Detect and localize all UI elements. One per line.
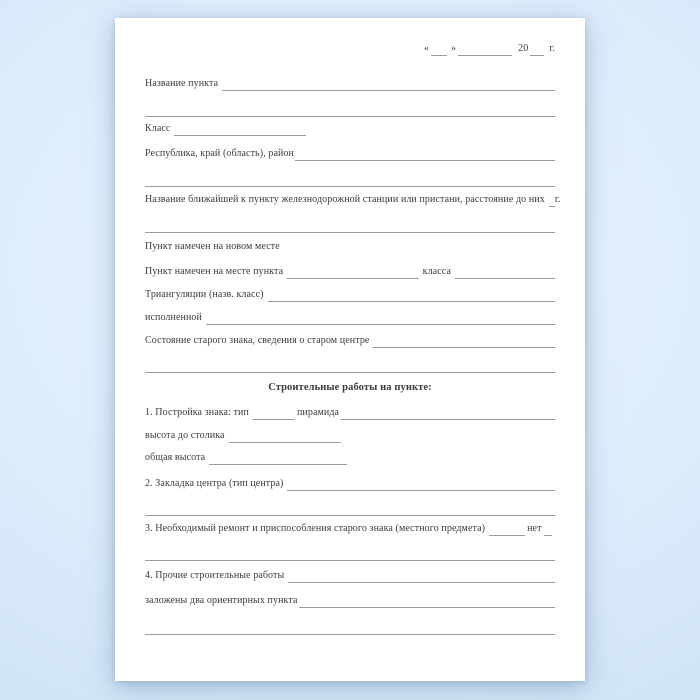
field-label: Пункт намечен на месте пункта [145,266,284,277]
field-mid-label: класса [422,266,451,277]
field-label: Пункт намечен на новом месте [145,241,280,252]
form-row-blank [145,172,555,187]
field-label: Триангуляции (назв. класс) [145,289,264,300]
form-row-old-sign [145,333,555,348]
date-year-suffix: г. [549,43,555,54]
blank-line [299,595,555,608]
blank-day [431,43,447,56]
form-row-blank [145,620,555,635]
form-row-same-place [145,264,555,279]
form-row-executed [145,310,555,325]
field-label: 2. Закладка центра (тип центра) [145,478,284,489]
field-label: Класс [145,123,171,134]
blank-line [229,430,341,443]
blank-line [174,123,306,136]
paper-form [115,18,585,681]
blank-line [253,407,295,420]
field-suffix: г. [554,194,561,205]
form-row-region [145,146,555,161]
blank-line [145,360,555,373]
form-row-sign-construction [145,405,555,420]
blank-line [373,335,555,348]
blank-line [295,148,555,161]
blank-month [458,43,512,56]
blank-line [544,523,552,536]
date-open-quote: « [423,43,429,54]
form-row-center-laying [145,476,555,491]
field-label: 3. Необходимый ремонт и приспособления старого знака (местного предмета) [145,523,486,534]
field-label: исполненной [145,312,202,323]
form-row-blank [145,218,555,233]
blank-line [288,570,555,583]
field-label: Республика, край (область), район [145,148,294,159]
field-label: Название ближайшей к пункту железнодорожной станции или пристани, расстояние до них [145,194,545,205]
form-row-blank [145,501,555,516]
blank-year [530,43,544,56]
field-value: нет [527,523,542,534]
form-row-point-name [145,76,555,91]
section-title [145,380,555,395]
blank-line [145,548,555,561]
blank-line [222,78,555,91]
blank-line [455,266,555,279]
field-label: Состояние старого знака, сведения о старом центре [145,335,370,346]
form-row-date [145,41,555,56]
field-value: пирамида [296,407,340,418]
form-row-class [145,121,555,136]
section-title-text: Строительные работы на пункте: [268,382,432,393]
form-row-orientation-points [145,593,555,608]
form-row-repair [145,521,555,536]
form-row-station [145,192,561,207]
blank-line [145,503,555,516]
date-century: 20 [518,43,529,54]
blank-line [145,174,555,187]
blank-line [206,312,555,325]
blank-line [145,622,555,635]
blank-line [341,407,555,420]
form-row-total-height [145,450,555,465]
blank-line [145,220,555,233]
field-label: высота до столика [145,430,225,441]
date-close-quote: » [451,43,457,54]
field-label: общая высота [145,452,206,463]
blank-line [145,104,555,117]
form-row-triangulation [145,287,555,302]
field-label: Название пункта [145,78,219,89]
form-row-height-to-table [145,428,555,443]
form-row-new-place [145,239,555,254]
blank-line [287,266,419,279]
form-row-other-works [145,568,555,583]
field-label: 4. Прочие строительные работы [145,570,285,581]
form-row-blank [145,102,555,117]
form-row-blank [145,358,555,373]
field-label: 1. Постройка знака: тип [145,407,249,418]
form-row-blank [145,546,555,561]
field-label: заложены два ориентирных пункта [145,595,298,606]
blank-line [268,289,555,302]
blank-line [489,523,525,536]
blank-line [209,452,347,465]
blank-line [287,478,555,491]
